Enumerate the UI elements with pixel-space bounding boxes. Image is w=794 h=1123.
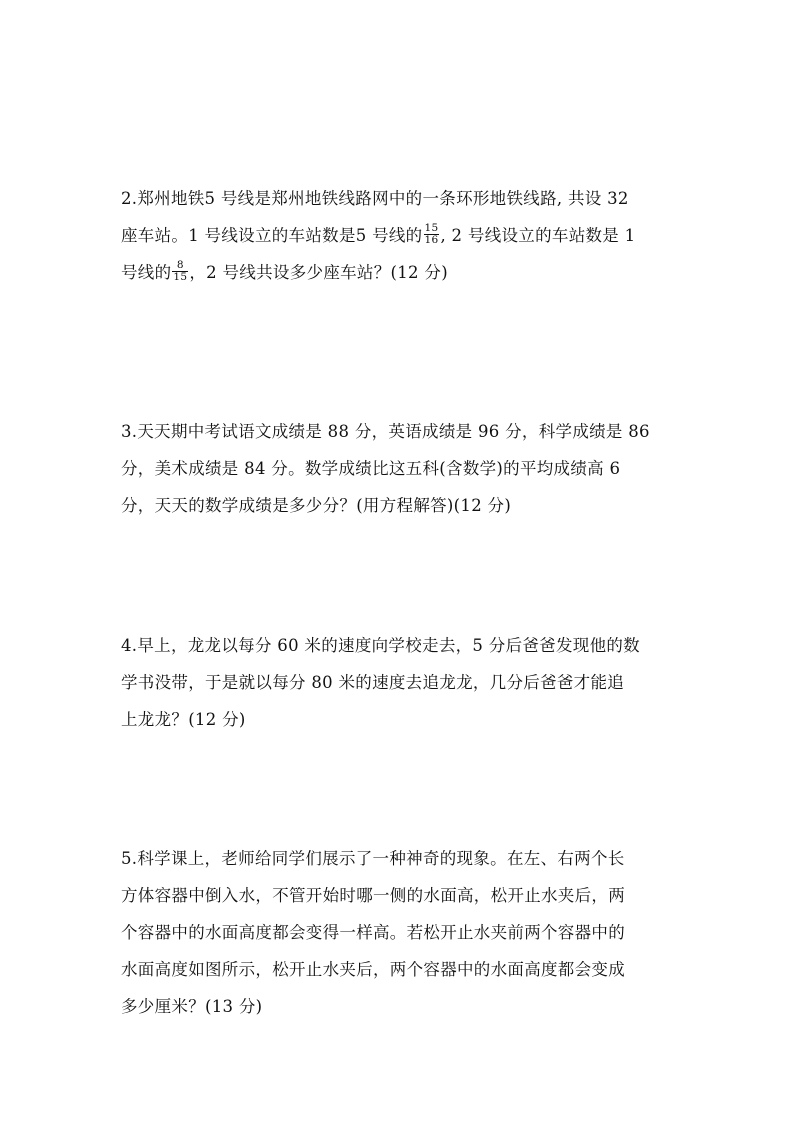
- problem-line: 5.科学课上，老师给同学们展示了一种神奇的现象。在左、右两个长: [121, 849, 625, 868]
- problem-line: 4.早上，龙龙以每分 60 米的速度向学校走去，5 分后爸爸发现他的数: [121, 636, 640, 655]
- fraction-denominator: 16: [424, 234, 439, 246]
- problem-2: [121, 180, 677, 291]
- problem-line: [121, 217, 677, 254]
- fraction-numerator: 15: [424, 222, 439, 234]
- fraction-denominator: 15: [173, 271, 188, 283]
- text-segment: 号线的: [121, 263, 172, 282]
- problem-line: 3.天天期中考试语文成绩是 88 分，英语成绩是 96 分，科学成绩是 86: [121, 422, 650, 441]
- text-segment: ，2 号线共设多少座车站？(12 分): [189, 263, 448, 282]
- problem-line: 个容器中的水面高度都会变得一样高。若松开止水夹前两个容器中的: [121, 923, 625, 942]
- problem-line: 2.郑州地铁5 号线是郑州地铁线路网中的一条环形地铁线路, 共设 32: [121, 189, 629, 208]
- problem-5: [121, 840, 677, 1025]
- problem-line: 分，天天的数学成绩是多少分？(用方程解答)(12 分): [121, 496, 512, 515]
- text-segment: 座车站。1 号线设立的车站数是5 号线的: [121, 226, 423, 245]
- fraction-8-15: [172, 260, 188, 283]
- fraction-15-16: [424, 223, 440, 246]
- problem-line: 学书没带，于是就以每分 80 米的速度去追龙龙，几分后爸爸才能追: [121, 673, 625, 692]
- problem-4: [121, 627, 677, 738]
- problem-line: 多少厘米？(13 分): [121, 997, 263, 1016]
- problem-line: 方体容器中倒入水，不管开始时哪一侧的水面高，松开止水夹后，两: [121, 886, 625, 905]
- problem-3: [121, 413, 677, 524]
- fraction-numerator: 8: [172, 260, 188, 272]
- problem-line: 水面高度如图所示，松开止水夹后，两个容器中的水面高度都会变成: [121, 960, 625, 979]
- text-segment: , 2 号线设立的车站数是 1: [440, 226, 636, 245]
- problem-line: 上龙龙？(12 分): [121, 710, 246, 729]
- problem-line: [121, 254, 677, 291]
- problem-line: 分，美术成绩是 84 分。数学成绩比这五科(含数学)的平均成绩高 6: [121, 459, 621, 478]
